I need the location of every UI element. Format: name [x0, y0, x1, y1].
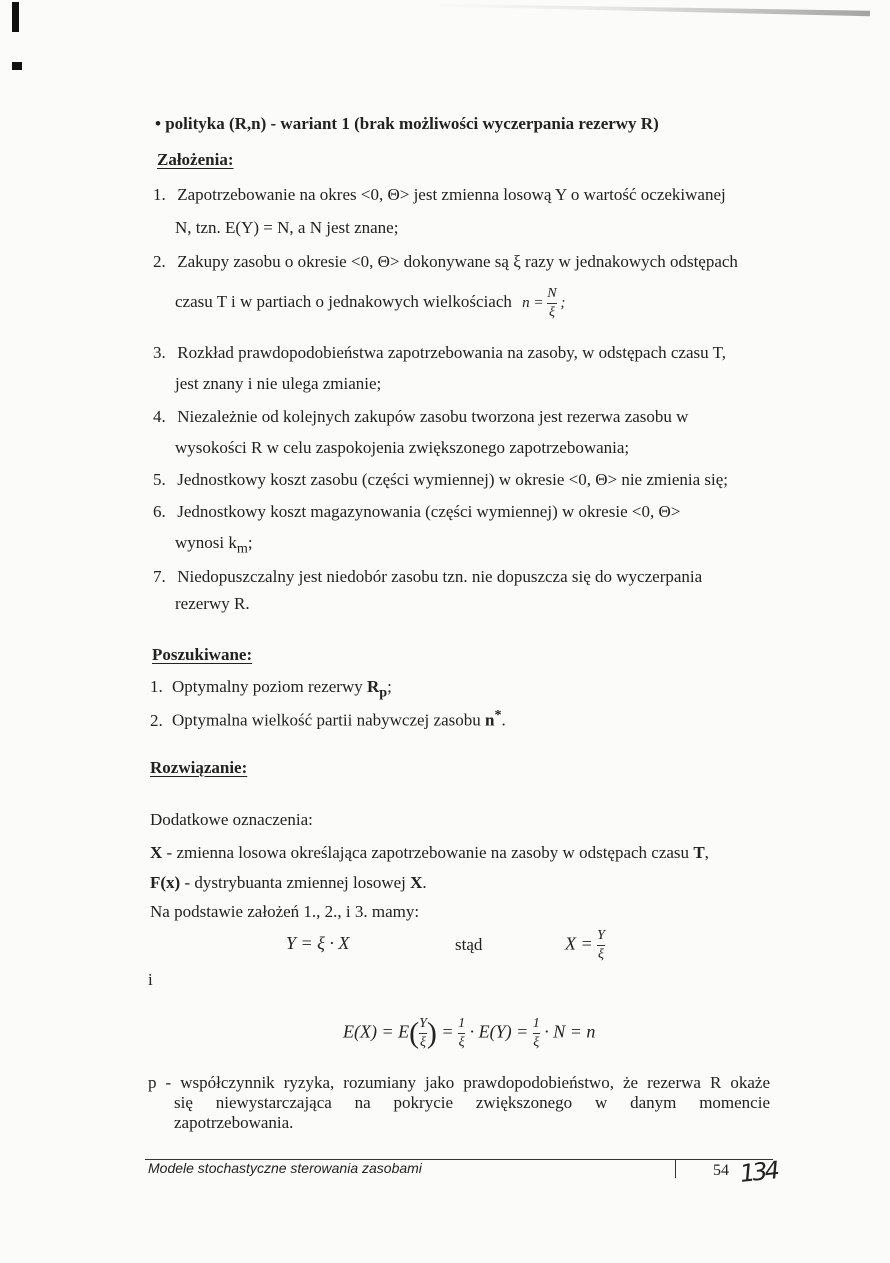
formula-num: N [547, 286, 557, 301]
item-bold: R [366, 677, 380, 696]
p-line-3: zapotrzebowania. [174, 1113, 294, 1132]
equation-x [565, 928, 605, 963]
f-definition [150, 873, 427, 893]
item-number: 3. [153, 343, 166, 362]
subscript: m [236, 540, 248, 557]
item-text: Optymalna wielkość partii nabywczej zasobu [172, 710, 485, 730]
item-number: 2. [153, 252, 166, 271]
eq-den: ξ [598, 947, 605, 962]
formula-lhs: n = [522, 294, 544, 311]
eq3-frac-3 [533, 1016, 540, 1051]
eq3-a: E(X) = E [343, 1021, 410, 1042]
eq-lhs: X = [565, 933, 593, 954]
superscript: * [494, 707, 502, 723]
p-line-1 [148, 1073, 770, 1093]
item-tail: ; [247, 533, 253, 552]
eq-fraction [597, 928, 605, 963]
equation-y: Y = ξ · X [286, 933, 350, 953]
solution-intro: Dodatkowe oznaczenia: [150, 810, 313, 829]
scan-mark-top [12, 2, 19, 32]
item-line: wynosi k [175, 533, 237, 552]
assumption-1 [153, 180, 773, 210]
scan-mark-small [12, 62, 22, 70]
def-symbol: X [150, 843, 163, 862]
assumption-3-cont: jest znany i nie ulega zmianie; [175, 374, 382, 393]
eq3-c: ξ [420, 1035, 427, 1050]
item-line: Zapotrzebowanie na okres <0, Θ> jest zmienna losową Y o wartość oczekiwanej [177, 185, 726, 204]
assumption-1-cont: N, tzn. E(Y) = N, a N jest znane; [175, 218, 399, 237]
assumption-3 [153, 338, 773, 368]
def-symbol-2: T [693, 843, 705, 862]
handwritten-page-number: 134 [738, 1156, 779, 1188]
item-tail: . [501, 710, 506, 730]
scan-noise [430, 0, 870, 18]
fraction-bar [597, 945, 605, 946]
fraction-bar [419, 1033, 427, 1034]
x-definition [150, 843, 709, 863]
eq3-f: ξ [458, 1035, 465, 1050]
def-symbol: F(x) [150, 873, 181, 892]
solution-title: Rozwiązanie: [150, 758, 248, 777]
formula-den: ξ [548, 305, 555, 320]
sought-2 [150, 707, 506, 731]
item-line: czasu T i w partiach o jednakowych wielkościach [175, 291, 512, 311]
eq3-b: Y [419, 1016, 427, 1031]
section-heading: • polityka (R,n) - wariant 1 (brak możliwości wyczerpania rezerwy R) [155, 114, 659, 133]
eq-num: Y [597, 928, 605, 943]
def-tail: . [422, 873, 427, 892]
item-number: 2. [150, 710, 163, 730]
eq3-d: = [441, 1021, 454, 1042]
p-text: - współczynnik ryzyka, rozumiany jako prawdopodobieństwo, że rezerwa R okaże [165, 1073, 770, 1092]
item-line: Rozkład prawdopodobieństwa zapotrzebowania na zasoby, w odstępach czasu T, [177, 343, 726, 362]
eq3-frac-1 [419, 1016, 427, 1051]
sought-1 [150, 677, 392, 701]
subscript: p [379, 684, 388, 701]
item-text: Optymalny poziom rezerwy [172, 677, 367, 696]
formula-n [522, 286, 566, 320]
item-line: Niedopuszczalny jest niedobór zasobu tzn. nie dopuszcza się do wyczerpania [177, 567, 703, 586]
sought-title: Poszukiwane: [152, 645, 253, 664]
item-bold: n [484, 710, 495, 730]
item-line: Jednostkowy koszt magazynowania (części wymiennej) w okresie <0, Θ> [177, 502, 681, 521]
def-text: - dystrybuanta zmiennej losowej [180, 873, 411, 892]
item-number: 1. [153, 185, 166, 204]
fraction-bar [458, 1033, 465, 1034]
assumption-2 [153, 247, 773, 277]
and-text: i [148, 970, 153, 989]
def-tail: , [704, 843, 709, 862]
eq3-g: · E(Y) = [469, 1021, 529, 1042]
item-number: 5. [153, 470, 166, 489]
formula-fraction [547, 286, 556, 321]
eq3-j: · N = n [544, 1021, 596, 1042]
p-label: p [148, 1073, 157, 1092]
def-text: - zmienna losowa określająca zapotrzebowanie na zasoby w odstępach czasu [162, 843, 694, 862]
assumption-2-cont [175, 286, 565, 321]
assumption-6-cont [175, 533, 253, 557]
eq3-e: 1 [458, 1016, 466, 1031]
item-number: 1. [150, 677, 163, 696]
equation-expectation: E(X) = E( $\frac{Y}{\xi}$ ) = $\frac{1}{\xi}$ · E(Y) = $\frac{1}{\xi}$ · N = n [343, 1016, 596, 1050]
eq3-i: ξ [533, 1035, 540, 1050]
assumption-4 [153, 402, 773, 432]
item-line: Niezależnie od kolejnych zakupów zasobu tworzona jest rezerwa zasobu w [177, 407, 689, 426]
assumption-6 [153, 497, 773, 527]
assumptions-title: Założenia: [157, 150, 234, 169]
p-definition [148, 1073, 770, 1133]
footer-title: Modele stochastyczne sterowania zasobami [148, 1160, 422, 1176]
item-tail: ; [387, 677, 392, 696]
item-number: 4. [153, 407, 166, 426]
eq3-h: 1 [532, 1016, 540, 1031]
def-symbol-2: X [410, 873, 423, 892]
footer-divider [675, 1160, 676, 1178]
basis-text: Na podstawie założeń 1., 2., i 3. mamy: [150, 902, 420, 921]
assumption-4-cont: wysokości R w celu zaspokojenia zwiększonego zapotrzebowania; [175, 438, 630, 457]
item-line: Jednostkowy koszt zasobu (części wymiennej) w okresie <0, Θ> nie zmienia się; [177, 470, 728, 489]
fraction-bar [547, 303, 556, 304]
fraction-bar [533, 1033, 540, 1034]
p-line-2: się niewystarczająca na pokrycie zwiększonego w danym momencie [174, 1093, 770, 1112]
item-line: Zakupy zasobu o okresie <0, Θ> dokonywane są ξ razy w jednakowych odstępach [177, 252, 738, 271]
eq3-frac-2 [458, 1016, 465, 1051]
assumption-7 [153, 562, 773, 592]
formula-end: ; [560, 294, 566, 311]
item-number: 6. [153, 502, 166, 521]
hence-text: stąd [455, 935, 483, 954]
assumption-5 [153, 465, 773, 495]
assumption-7-cont: rezerwy R. [175, 594, 250, 613]
page-number: 54 [713, 1162, 729, 1179]
item-number: 7. [153, 567, 166, 586]
